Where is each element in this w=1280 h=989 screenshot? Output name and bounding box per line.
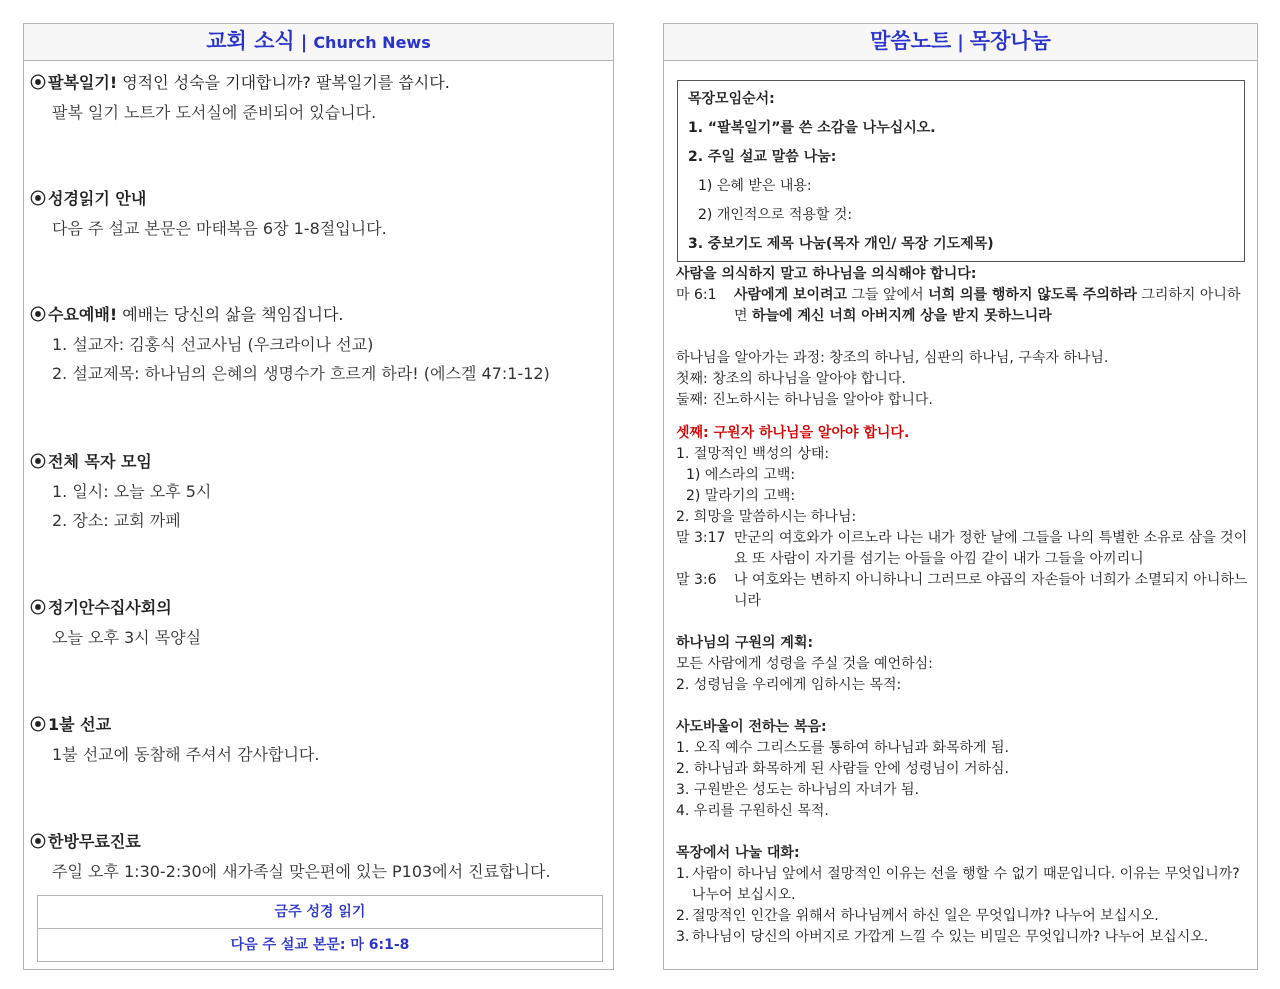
discussion-question [676, 927, 1250, 948]
verse-emphasis: 너희 의를 행하지 않도록 주의하라 [928, 287, 1137, 303]
discussion-question [676, 864, 1250, 906]
news-item-title: 1불 선교 [48, 715, 112, 734]
question-number: 1. [676, 866, 690, 882]
news-item-line: 주일 오후 1:30-2:30에 새가족실 맞은편에 있는 P103에서 진료합니다. [52, 862, 551, 881]
scripture-verse [676, 285, 1250, 327]
next-sermon-text: 다음 주 설교 본문: 마 6:1-8 [38, 928, 602, 961]
news-item-deacon-meeting [30, 593, 605, 652]
question-text: 절망적인 인간을 위해서 하나님께서 하신 일은 무엇입니까? 나누어 보십시오. [692, 908, 1159, 924]
question-text: 사람이 하나님 앞에서 절망적인 이유는 선을 행할 수 없기 때문입니다. 이유는 무엇입니까? 나누어 보십시오. [692, 866, 1240, 903]
bullet-icon: ⦿ [30, 452, 47, 471]
church-news-panel [23, 23, 614, 970]
notes-highlight-heading: 셋째: 구원자 하나님을 알아야 합니다. [676, 425, 910, 441]
verse-text: 그리하지 아니하면 [734, 287, 1241, 324]
church-news-title: 교회 소식 [206, 29, 295, 53]
bullet-icon: ⦿ [30, 715, 47, 734]
church-news-header [24, 24, 613, 61]
scripture-verse [676, 528, 1250, 570]
notes-line: 모든 사람에게 성령을 주실 것을 예언하심: [676, 656, 933, 672]
discussion-question [676, 906, 1250, 927]
meeting-order-item: 1. “팔복일기”를 쓴 소감을 나누십시오. [688, 120, 936, 136]
sermon-notes-body [676, 264, 1250, 948]
verse-text: 나 여호와는 변하지 아니하나니 그러므로 야곱의 자손들아 너희가 소멸되지 아니하느니라 [734, 572, 1248, 609]
notes-line: 하나님을 알아가는 과정: 창조의 하나님, 심판의 하나님, 구속자 하나님. [676, 350, 1109, 366]
meeting-order-title: 목장모임순서: [688, 91, 775, 107]
verse-reference: 말 3:6 [676, 572, 717, 588]
notes-line: 첫째: 창조의 하나님을 알아야 합니다. [676, 371, 906, 387]
notes-line: 4. 우리를 구원하신 목적. [676, 803, 829, 819]
notes-heading: 사람을 의식하지 말고 하나님을 의식해야 합니다: [676, 266, 977, 282]
news-item-free-clinic [30, 827, 605, 886]
notes-line: 2. 희망을 말씀하시는 하나님: [676, 509, 857, 525]
sermon-notes-panel [663, 23, 1258, 970]
news-item-title: 수요예배! [48, 305, 118, 324]
sermon-notes-subtitle: 목장나눔 [969, 29, 1051, 53]
bullet-icon: ⦿ [30, 598, 47, 617]
notes-line: 3. 구원받은 성도는 하나님의 자녀가 됨. [676, 782, 919, 798]
meeting-order-item: 2. 주일 설교 말씀 나눔: [688, 149, 837, 165]
notes-heading: 사도바울이 전하는 복음: [676, 719, 827, 735]
question-text: 하나님이 당신의 아버지로 가깝게 느낄 수 있는 비밀은 무엇입니까? 나누어 보십시오. [692, 929, 1209, 945]
verse-text: 만군의 여호와가 이르노라 나는 내가 정한 날에 그들을 나의 특별한 소유로 삼을 것이요 또 사람이 자기를 섬기는 아들을 아낌 같이 내가 그들을 아끼리니 [734, 530, 1248, 567]
news-item-bible-reading [30, 184, 605, 243]
meeting-order-box [677, 80, 1245, 262]
news-item-shepherd-meeting [30, 447, 605, 535]
bullet-icon: ⦿ [30, 189, 47, 208]
news-item-line: 1. 설교자: 김홍식 선교사님 (우크라이나 선교) [52, 335, 374, 354]
bullet-icon: ⦿ [30, 305, 47, 324]
verse-reference: 말 3:17 [676, 530, 726, 546]
notes-line: 둘째: 진노하시는 하나님을 알아야 합니다. [676, 392, 933, 408]
sermon-notes-header [664, 24, 1257, 61]
news-item-one-dollar-mission [30, 710, 605, 769]
verse-emphasis: 하늘에 계신 너희 아버지께 상을 받지 못하느니라 [751, 308, 1052, 324]
header-separator: | [957, 32, 964, 53]
news-item-line: 다음 주 설교 본문은 마태복음 6장 1-8절입니다. [52, 219, 387, 238]
bullet-icon: ⦿ [30, 73, 47, 92]
header-separator: | [300, 32, 308, 53]
news-item-wednesday-service [30, 300, 605, 388]
news-item-line: 오늘 오후 3시 목양실 [52, 628, 202, 647]
news-item-title: 팔복일기! [48, 73, 118, 92]
verse-text: 그들 앞에서 [847, 287, 929, 303]
notes-subline: 1) 에스라의 고백: [686, 467, 796, 483]
news-item-line: 2. 장소: 교회 까페 [52, 511, 181, 530]
news-item-title-rest: 영적인 성숙을 기대합니까? 팔복일기를 씁시다. [117, 73, 450, 92]
news-item-title: 정기안수집사회의 [48, 598, 172, 617]
meeting-order-subitem: 1) 은혜 받은 내용: [698, 178, 812, 194]
verse-reference: 마 6:1 [676, 287, 717, 303]
sermon-notes-title: 말씀노트 [870, 29, 952, 53]
news-item-title: 성경읽기 안내 [48, 189, 147, 208]
question-number: 3. [676, 929, 690, 945]
scripture-verse [676, 570, 1250, 612]
notes-line: 2. 하나님과 화목하게 된 사람들 안에 성령님이 거하심. [676, 761, 1009, 777]
notes-heading: 목장에서 나눌 대화: [676, 845, 800, 861]
bullet-icon: ⦿ [30, 832, 47, 851]
notes-line: 1. 오직 예수 그리스도를 통하여 하나님과 화목하게 됨. [676, 740, 1009, 756]
church-news-subtitle: Church News [313, 33, 431, 52]
question-number: 2. [676, 908, 690, 924]
meeting-order-subitem: 2) 개인적으로 적용할 것: [698, 207, 853, 223]
news-item-line: 1불 선교에 동참해 주셔서 감사합니다. [52, 745, 320, 764]
verse-emphasis: 사람에게 보이려고 [734, 287, 848, 303]
news-item-beatitude-diary [30, 68, 605, 127]
bible-reading-box [37, 895, 603, 962]
news-item-title-rest: 예배는 당신의 삶을 책임집니다. [117, 305, 344, 324]
notes-heading: 하나님의 구원의 계획: [676, 635, 814, 651]
notes-line: 2. 성령님을 우리에게 임하시는 목적: [676, 677, 902, 693]
notes-line: 1. 절망적인 백성의 상태: [676, 446, 830, 462]
notes-subline: 2) 말라기의 고백: [686, 488, 796, 504]
meeting-order-item: 3. 중보기도 제목 나눔(목자 개인/ 목장 기도제목) [688, 236, 994, 252]
bible-reading-this-week: 금주 성경 읽기 [274, 904, 366, 920]
news-item-line: 1. 일시: 오늘 오후 5시 [52, 482, 212, 501]
news-item-line: 2. 설교제목: 하나님의 은혜의 생명수가 흐르게 하라! (에스겔 47:1-12) [52, 364, 550, 383]
news-item-line: 팔복 일기 노트가 도서실에 준비되어 있습니다. [52, 103, 377, 122]
news-item-title: 한방무료진료 [48, 832, 141, 851]
news-item-title: 전체 목자 모임 [48, 452, 152, 471]
